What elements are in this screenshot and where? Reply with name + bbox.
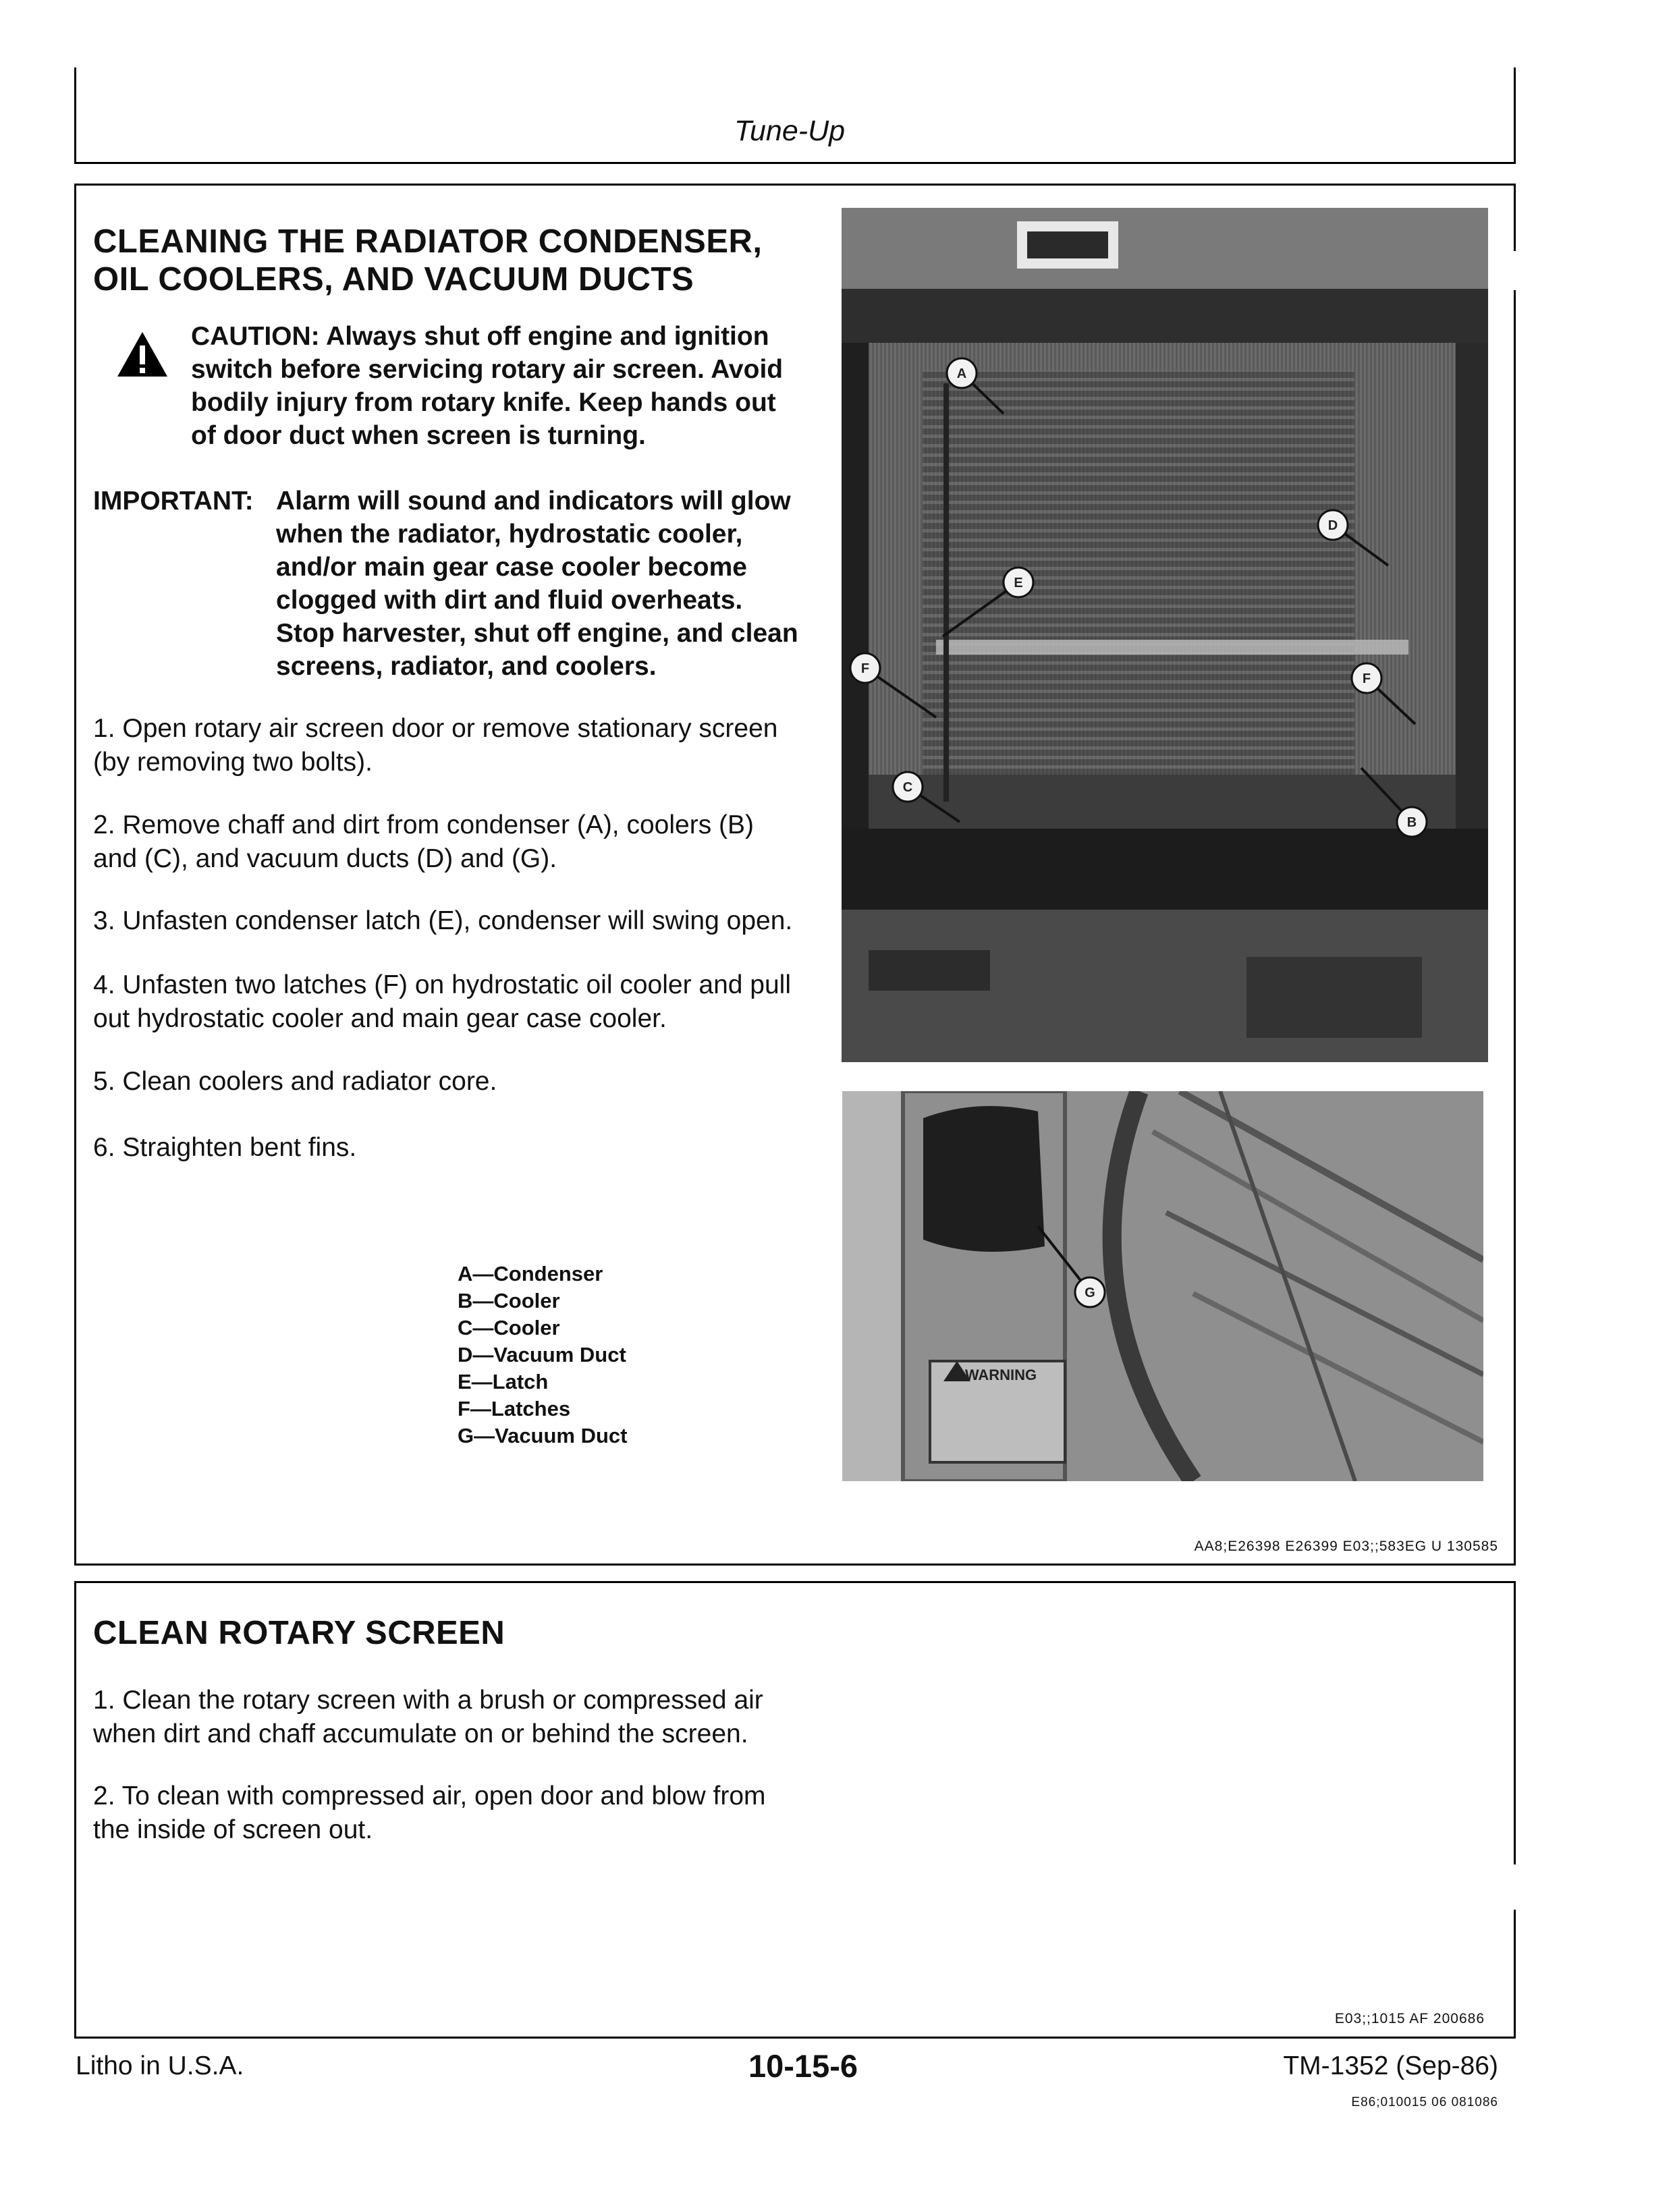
caution-block bbox=[191, 320, 783, 452]
legend-item: D—Vacuum Duct bbox=[458, 1343, 626, 1366]
section2-bottom-rule bbox=[74, 2037, 1516, 2039]
callout-label: F bbox=[860, 661, 870, 676]
section1-title bbox=[93, 223, 763, 298]
caution-line: bodily injury from rotary knife. Keep hands out bbox=[191, 388, 776, 417]
vacuum-duct-photo bbox=[842, 1091, 1483, 1481]
callout-label: G bbox=[1085, 1285, 1095, 1300]
step-line: 1. Clean the rotary screen with a brush or compressed air bbox=[93, 1686, 763, 1715]
header-left-rule bbox=[74, 67, 76, 163]
callout-label: E bbox=[1014, 576, 1023, 590]
section1-bottom-rule bbox=[74, 1564, 1516, 1566]
callout-label: C bbox=[902, 780, 913, 795]
footer-code: E86;010015 06 081086 bbox=[1351, 2095, 1498, 2109]
step-1 bbox=[93, 712, 777, 779]
step-6 bbox=[93, 1131, 356, 1165]
important-block bbox=[276, 485, 798, 683]
section1-left-rule bbox=[74, 184, 76, 1566]
warning-sign-text: WARNING bbox=[964, 1366, 1037, 1383]
header-right-rule bbox=[1514, 67, 1516, 163]
step-line: 6. Straighten bent fins. bbox=[93, 1133, 357, 1162]
caution-line: of door duct when screen is turning. bbox=[191, 421, 646, 450]
step-line: (by removing two bolts). bbox=[93, 748, 373, 777]
page-number: 10-15-6 bbox=[748, 2048, 858, 2084]
footer-tm-number: TM-1352 (Sep-86) bbox=[1283, 2051, 1498, 2080]
legend-item: B—Cooler bbox=[458, 1289, 560, 1312]
legend-item: G—Vacuum Duct bbox=[458, 1424, 628, 1447]
callout-F-left bbox=[850, 653, 936, 717]
step-line: 2. Remove chaff and dirt from condenser (A), coolers (B) bbox=[93, 810, 755, 839]
header-bottom-rule bbox=[74, 162, 1516, 164]
callout-A bbox=[947, 358, 1004, 414]
section1-right-rule-lower bbox=[1514, 290, 1516, 1566]
step-line: the inside of screen out. bbox=[93, 1815, 373, 1844]
important-line: clogged with dirt and fluid overheats. bbox=[276, 586, 743, 615]
section1-right-rule bbox=[1514, 184, 1516, 251]
section1-title-line1: CLEANING THE RADIATOR CONDENSER, bbox=[93, 223, 763, 260]
callout-D bbox=[1318, 510, 1388, 565]
legend-item: E—Latch bbox=[458, 1370, 549, 1393]
callout-label: F bbox=[1362, 671, 1371, 686]
step-line: when dirt and chaff accumulate on or behind the screen. bbox=[93, 1719, 748, 1748]
step-3 bbox=[93, 904, 792, 938]
running-head: Tune-Up bbox=[734, 115, 846, 147]
callout-E bbox=[943, 568, 1033, 636]
caution-line: CAUTION: Always shut off engine and ignition bbox=[191, 322, 769, 351]
warning-triangle-icon bbox=[116, 331, 169, 378]
section2-title: CLEAN ROTARY SCREEN bbox=[93, 1615, 505, 1651]
section1-top-rule bbox=[74, 184, 1516, 186]
step-line: 4. Unfasten two latches (F) on hydrostatic oil cooler and pull bbox=[93, 970, 792, 999]
legend-item: C—Cooler bbox=[458, 1316, 560, 1339]
important-line: Stop harvester, shut off engine, and clean bbox=[276, 619, 798, 648]
vacuum-duct-photo-callouts bbox=[842, 1091, 1483, 1481]
legend-item: F—Latches bbox=[458, 1397, 571, 1420]
section1-title-line2: OIL COOLERS, AND VACUUM DUCTS bbox=[93, 261, 694, 298]
callout-label: A bbox=[956, 366, 967, 381]
radiator-photo bbox=[842, 208, 1488, 1062]
important-line: Alarm will sound and indicators will glow bbox=[276, 487, 791, 516]
callout-F-right bbox=[1352, 663, 1415, 724]
section1-reference-code: AA8;E26398 E26399 E03;;583EG U 130585 bbox=[1194, 1539, 1498, 1554]
radiator-photo-callouts bbox=[842, 208, 1488, 1062]
important-line: screens, radiator, and coolers. bbox=[276, 652, 657, 681]
section2-step-2 bbox=[93, 1779, 766, 1847]
callout-label: B bbox=[1406, 815, 1417, 830]
section2-right-rule-lower bbox=[1514, 1910, 1516, 2038]
section2-left-rule bbox=[74, 1581, 76, 2039]
step-line: 3. Unfasten condenser latch (E), condenser will swing open. bbox=[93, 906, 793, 935]
step-line: 1. Open rotary air screen door or remove stationary screen bbox=[93, 714, 778, 743]
important-line: when the radiator, hydrostatic cooler, bbox=[276, 520, 743, 549]
important-line: and/or main gear case cooler become bbox=[276, 553, 747, 582]
step-line: 5. Clean coolers and radiator core. bbox=[93, 1067, 497, 1096]
step-line: and (C), and vacuum ducts (D) and (G). bbox=[93, 844, 557, 873]
step-2 bbox=[93, 808, 754, 876]
step-line: out hydrostatic cooler and main gear case cooler. bbox=[93, 1004, 667, 1033]
section2-reference-code: E03;;1015 AF 200686 bbox=[1334, 2011, 1485, 2026]
footer-litho: Litho in U.S.A. bbox=[76, 2051, 244, 2080]
important-label: IMPORTANT: bbox=[93, 487, 254, 516]
callout-label: D bbox=[1327, 518, 1338, 533]
section2-step-1 bbox=[93, 1684, 763, 1751]
step-line: 2. To clean with compressed air, open door and blow from bbox=[93, 1781, 766, 1810]
section2-top-rule bbox=[74, 1581, 1516, 1583]
section2-right-rule bbox=[1514, 1581, 1516, 1864]
step-4 bbox=[93, 968, 791, 1036]
legend-item: A—Condenser bbox=[458, 1262, 603, 1285]
callout-legend bbox=[458, 1261, 628, 1449]
callout-G bbox=[1038, 1226, 1105, 1307]
callout-C bbox=[893, 772, 960, 822]
step-5 bbox=[93, 1065, 497, 1099]
caution-line: switch before servicing rotary air screen. Avoid bbox=[191, 355, 784, 384]
callout-B bbox=[1361, 768, 1427, 837]
